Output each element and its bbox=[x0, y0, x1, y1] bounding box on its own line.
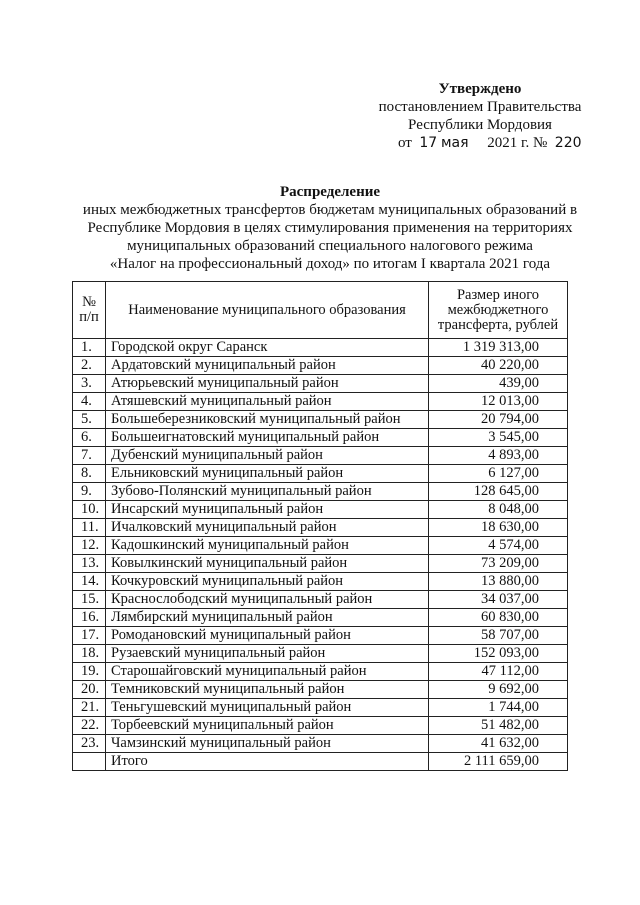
row-number: 4. bbox=[73, 393, 106, 411]
row-number: 1. bbox=[73, 339, 106, 357]
row-name: Темниковский муниципальный район bbox=[106, 681, 429, 699]
date-prefix: от bbox=[398, 135, 412, 151]
row-amount: 2 111 659,00 bbox=[429, 753, 568, 771]
row-name: Инсарский муниципальный район bbox=[106, 501, 429, 519]
row-number: 8. bbox=[73, 465, 106, 483]
row-name: Кадошкинский муниципальный район bbox=[106, 537, 429, 555]
table-row bbox=[73, 609, 568, 627]
row-number: 6. bbox=[73, 429, 106, 447]
subtitle-line-1: иных межбюджетных трансфертов бюджетам муниципальных образований в bbox=[82, 202, 578, 218]
row-number: 3. bbox=[73, 375, 106, 393]
table-row bbox=[73, 411, 568, 429]
row-amount: 58 707,00 bbox=[429, 627, 568, 645]
row-amount: 4 574,00 bbox=[429, 537, 568, 555]
row-name: Зубово-Полянский муниципальный район bbox=[106, 483, 429, 501]
row-number bbox=[73, 753, 106, 771]
table-row bbox=[73, 591, 568, 609]
row-name: Городской округ Саранск bbox=[106, 339, 429, 357]
row-name: Ардатовский муниципальный район bbox=[106, 357, 429, 375]
table-row bbox=[73, 339, 568, 357]
handwritten-month: мая bbox=[440, 135, 469, 151]
row-amount: 60 830,00 bbox=[429, 609, 568, 627]
row-number: 2. bbox=[73, 357, 106, 375]
row-name: Торбеевский муниципальный район bbox=[106, 717, 429, 735]
row-number: 20. bbox=[73, 681, 106, 699]
row-name: Ковылкинский муниципальный район bbox=[106, 555, 429, 573]
table-row bbox=[73, 573, 568, 591]
handwritten-day: 17 bbox=[419, 135, 438, 151]
row-amount: 152 093,00 bbox=[429, 645, 568, 663]
row-name: Теньгушевский муниципальный район bbox=[106, 699, 429, 717]
row-amount: 20 794,00 bbox=[429, 411, 568, 429]
table-row bbox=[73, 681, 568, 699]
row-amount: 18 630,00 bbox=[429, 519, 568, 537]
subtitle-line-4: «Налог на профессиональный доход» по итогам I квартала 2021 года bbox=[109, 256, 551, 272]
table-row bbox=[73, 375, 568, 393]
row-number: 16. bbox=[73, 609, 106, 627]
row-amount: 12 013,00 bbox=[429, 393, 568, 411]
header-name: Наименование муниципального образования bbox=[106, 282, 429, 339]
handwritten-number: 220 bbox=[554, 135, 582, 151]
row-amount: 128 645,00 bbox=[429, 483, 568, 501]
row-name: Ромодановский муниципальный район bbox=[106, 627, 429, 645]
approval-line-2: Республики Мордовия bbox=[408, 117, 552, 133]
date-year: 2021 г. № bbox=[487, 135, 548, 151]
row-name: Атюрьевский муниципальный район bbox=[106, 375, 429, 393]
row-amount: 51 482,00 bbox=[429, 717, 568, 735]
table-row bbox=[73, 555, 568, 573]
row-name: Дубенский муниципальный район bbox=[106, 447, 429, 465]
table-row bbox=[73, 735, 568, 753]
table-row bbox=[73, 645, 568, 663]
row-number: 13. bbox=[73, 555, 106, 573]
row-amount: 41 632,00 bbox=[429, 735, 568, 753]
row-amount: 13 880,00 bbox=[429, 573, 568, 591]
header-amount: Размер иного межбюджетного трансферта, рублей bbox=[429, 282, 568, 339]
row-number: 23. bbox=[73, 735, 106, 753]
row-name: Старошайговский муниципальный район bbox=[106, 663, 429, 681]
row-name: Чамзинский муниципальный район bbox=[106, 735, 429, 753]
transfer-table bbox=[72, 281, 568, 771]
table-row bbox=[73, 429, 568, 447]
row-amount: 73 209,00 bbox=[429, 555, 568, 573]
row-number: 18. bbox=[73, 645, 106, 663]
row-number: 17. bbox=[73, 627, 106, 645]
row-number: 15. bbox=[73, 591, 106, 609]
table-row bbox=[73, 717, 568, 735]
approval-title: Утверждено bbox=[438, 81, 522, 97]
table-row bbox=[73, 393, 568, 411]
document-heading: Распределение bbox=[279, 184, 381, 200]
row-amount: 1 744,00 bbox=[429, 699, 568, 717]
row-name: Рузаевский муниципальный район bbox=[106, 645, 429, 663]
table-row bbox=[73, 663, 568, 681]
table-row bbox=[73, 465, 568, 483]
row-number: 9. bbox=[73, 483, 106, 501]
table-row bbox=[73, 447, 568, 465]
row-name: Ичалковский муниципальный район bbox=[106, 519, 429, 537]
table-row bbox=[73, 627, 568, 645]
row-number: 11. bbox=[73, 519, 106, 537]
row-name: Атяшевский муниципальный район bbox=[106, 393, 429, 411]
row-number: 14. bbox=[73, 573, 106, 591]
row-number: 22. bbox=[73, 717, 106, 735]
row-name: Большеберезниковский муниципальный район bbox=[106, 411, 429, 429]
row-amount: 9 692,00 bbox=[429, 681, 568, 699]
approval-line-1: постановлением Правительства bbox=[378, 99, 582, 115]
row-amount: 3 545,00 bbox=[429, 429, 568, 447]
header-num: № п/п bbox=[73, 282, 106, 339]
row-name: Кочкуровский муниципальный район bbox=[106, 573, 429, 591]
table-body bbox=[73, 339, 568, 771]
row-amount: 439,00 bbox=[429, 375, 568, 393]
row-amount: 40 220,00 bbox=[429, 357, 568, 375]
row-amount: 34 037,00 bbox=[429, 591, 568, 609]
document-title-block bbox=[60, 183, 600, 273]
row-name: Краснослободский муниципальный район bbox=[106, 591, 429, 609]
subtitle-line-3: муниципальных образований специального налогового режима bbox=[127, 238, 533, 254]
row-amount: 6 127,00 bbox=[429, 465, 568, 483]
row-amount: 47 112,00 bbox=[429, 663, 568, 681]
row-name: Большеигнатовский муниципальный район bbox=[106, 429, 429, 447]
approval-block bbox=[360, 80, 600, 152]
row-number: 10. bbox=[73, 501, 106, 519]
table-row bbox=[73, 501, 568, 519]
row-name: Лямбирский муниципальный район bbox=[106, 609, 429, 627]
row-name: Ельниковский муниципальный район bbox=[106, 465, 429, 483]
row-number: 7. bbox=[73, 447, 106, 465]
table-header-row bbox=[73, 282, 568, 339]
row-number: 19. bbox=[73, 663, 106, 681]
approval-date-line bbox=[360, 134, 600, 152]
row-number: 5. bbox=[73, 411, 106, 429]
table-row bbox=[73, 357, 568, 375]
table-row bbox=[73, 519, 568, 537]
row-name: Итого bbox=[106, 753, 429, 771]
table-row bbox=[73, 699, 568, 717]
table-total-row bbox=[73, 753, 568, 771]
row-number: 12. bbox=[73, 537, 106, 555]
row-number: 21. bbox=[73, 699, 106, 717]
table-row bbox=[73, 537, 568, 555]
row-amount: 1 319 313,00 bbox=[429, 339, 568, 357]
row-amount: 4 893,00 bbox=[429, 447, 568, 465]
table-row bbox=[73, 483, 568, 501]
subtitle-line-2: Республике Мордовия в целях стимулирования применения на территориях bbox=[87, 220, 573, 236]
row-amount: 8 048,00 bbox=[429, 501, 568, 519]
